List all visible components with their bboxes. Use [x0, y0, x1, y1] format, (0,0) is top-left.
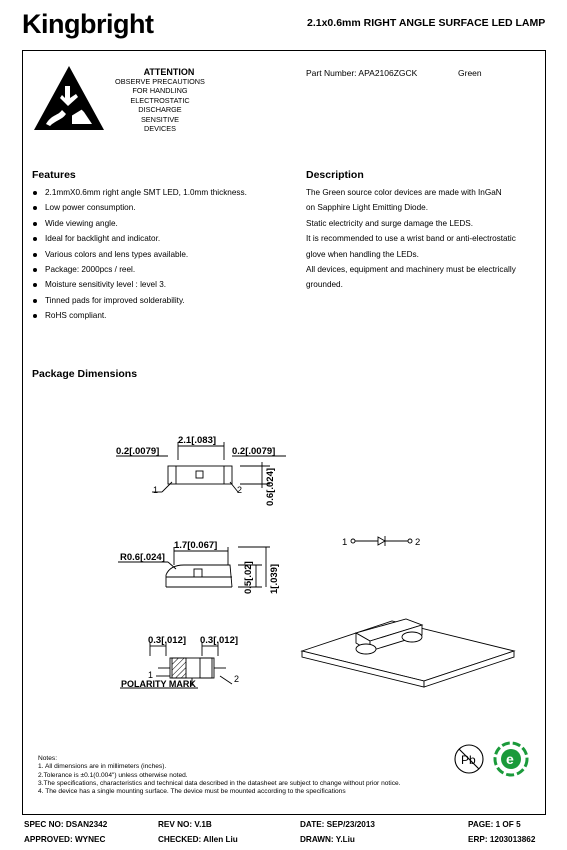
- pin-1-label: 1: [153, 485, 159, 495]
- dim-radius: R0.6[.024]: [120, 552, 165, 563]
- attention-line: OBSERVE PRECAUTIONS: [115, 77, 205, 86]
- feature-item: Moisture sensitivity level : level 3.: [32, 277, 282, 292]
- description-line: on Sapphire Light Emitting Diode.: [306, 203, 428, 213]
- description-line: The Green source color devices are made with InGaN: [306, 188, 502, 197]
- description-heading: Description: [306, 169, 364, 181]
- feature-item: Tinned pads for improved solderability.: [32, 293, 282, 308]
- drawn-by: DRAWN: Y.Liu: [300, 835, 355, 844]
- feature-item: Wide viewing angle.: [32, 216, 282, 231]
- description-line: All devices, equipment and machinery must be electrically: [306, 264, 516, 274]
- dim-lens-height: 0.5[.02]: [243, 561, 254, 594]
- features-heading: Features: [32, 169, 76, 181]
- e-label: e: [506, 751, 514, 767]
- note-line: 3.The specifications, characteristics and technical data described in the datasheet are subject to change without prior notice.: [38, 779, 401, 787]
- polarity-mark-label: POLARITY MARK: [121, 679, 196, 689]
- description-line: grounded.: [306, 280, 343, 290]
- package-heading: Package Dimensions: [32, 368, 138, 380]
- schematic-1-label: 1: [342, 537, 348, 548]
- feature-item: Low power consumption.: [32, 200, 282, 215]
- diode-schematic: [340, 532, 430, 550]
- document-title: 2.1x0.6mm RIGHT ANGLE SURFACE LED LAMP: [307, 17, 546, 29]
- feature-item: Various colors and lens types available.: [32, 247, 282, 262]
- esd-warning-icon: [32, 64, 106, 132]
- checked-by: CHECKED: Allen Liu: [158, 835, 238, 844]
- features-list: [32, 185, 282, 324]
- pb-label: Pb: [461, 753, 476, 767]
- brand-logo: Kingbright: [22, 9, 154, 39]
- approved-by: APPROVED: WYNEC: [24, 835, 106, 844]
- pin-2-label: 2: [237, 485, 243, 495]
- attention-line: SENSITIVE: [140, 114, 180, 124]
- top-view-drawing: [110, 430, 290, 510]
- rev-no: REV NO: V.1B: [158, 820, 212, 829]
- dim-total-height: 1[.039]: [269, 563, 280, 594]
- description-line: glove when handling the LEDs.: [306, 249, 419, 259]
- attention-line: DISCHARGE: [138, 105, 182, 115]
- attention-text: [108, 77, 212, 133]
- dim-right-margin: 0.2[.0079]: [232, 446, 276, 457]
- note-line: 2.Tolerance is ±0.1(0.004") unless otherwise noted.: [38, 771, 188, 779]
- description-line: Static electricity and surge damage the LEDS.: [306, 218, 474, 228]
- feature-item: 2.1mmX0.6mm right angle SMT LED, 1.0mm thickness.: [32, 185, 282, 200]
- attention-line: ELECTROSTATIC: [130, 95, 190, 105]
- part-color: Green: [458, 68, 482, 78]
- description-text: [306, 185, 546, 293]
- dim-height: 0.6[.024]: [265, 467, 276, 506]
- page-number: PAGE: 1 OF 5: [468, 820, 521, 829]
- dim-left-margin: 0.2[.0079]: [116, 446, 160, 457]
- dim-pad-right: 0.3[.012]: [200, 635, 239, 646]
- note-line: 1. All dimensions are in millimeters (inches).: [38, 763, 167, 771]
- rohs-e-icon: [492, 740, 530, 778]
- feature-item: Ideal for backlight and indicator.: [32, 231, 282, 246]
- feature-item: RoHS compliant.: [32, 308, 282, 323]
- dim-top-width: 2.1[.083]: [178, 435, 217, 446]
- note-line: 4. The device has a single mounting surface. The device must be mounted according to the specifications: [38, 788, 346, 796]
- lead-free-icon: [452, 742, 486, 776]
- erp-number: ERP: 1203013862: [468, 835, 536, 844]
- dim-side-width: 1.7[0.067]: [174, 540, 218, 551]
- notes-title: Notes:: [38, 755, 58, 762]
- pad-2-label: 2: [234, 674, 240, 684]
- date: DATE: SEP/23/2013: [300, 820, 375, 829]
- description-line: It is recommended to use a wrist band or anti-electrostatic: [306, 234, 516, 244]
- bottom-view-drawing: [110, 630, 270, 694]
- spec-no: SPEC NO: DSAN2342: [24, 820, 108, 829]
- attention-line: FOR HANDLING: [132, 86, 188, 96]
- side-view-drawing: [110, 535, 290, 595]
- feature-item: Package: 2000pcs / reel.: [32, 262, 282, 277]
- attention-title: ATTENTION: [143, 67, 195, 77]
- part-number: Part Number: APA2106ZGCK: [306, 68, 418, 78]
- isometric-drawing: [300, 615, 520, 695]
- attention-line: DEVICES: [143, 124, 177, 134]
- schematic-2-label: 2: [415, 537, 421, 548]
- pad-1-label: 1: [148, 670, 154, 680]
- dim-pad-left: 0.3[.012]: [148, 635, 187, 646]
